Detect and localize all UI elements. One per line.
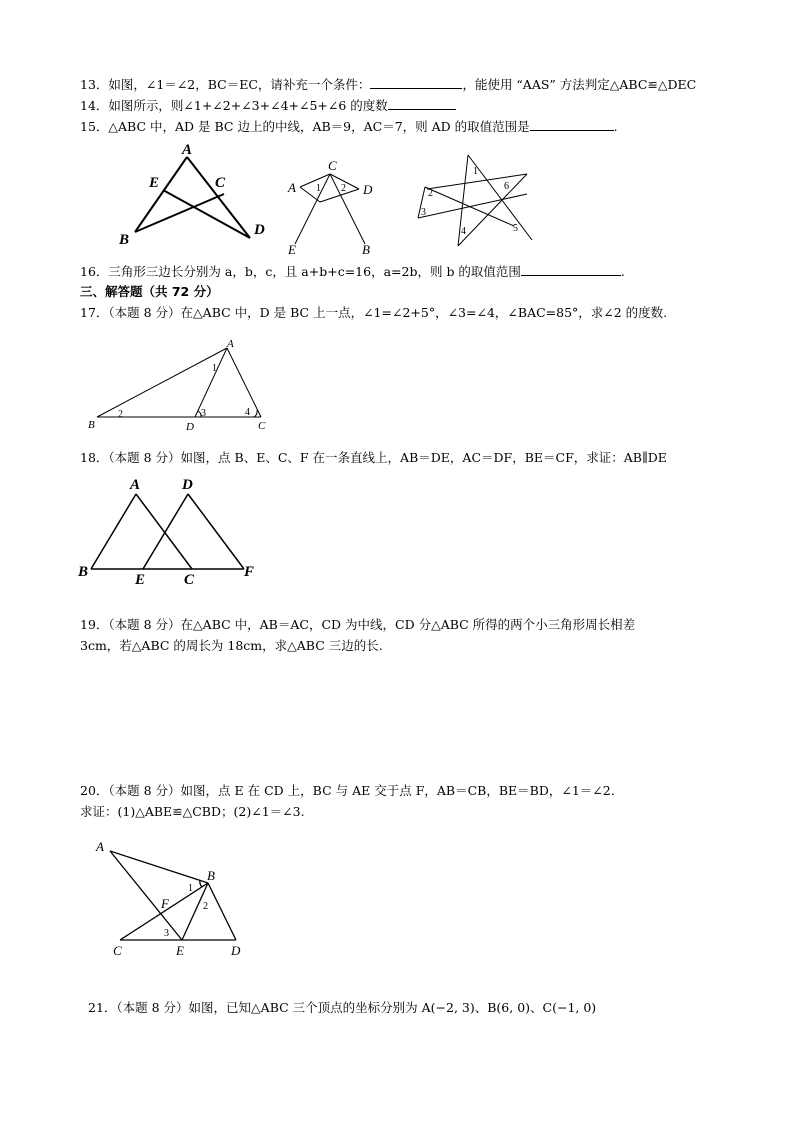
- q15-tail: .: [613, 119, 618, 134]
- angle-1: 1: [212, 363, 217, 374]
- question-20-line1: [80, 783, 615, 799]
- answer-blank-15[interactable]: [530, 118, 614, 131]
- question-16: [80, 263, 625, 280]
- angle-6: 6: [504, 181, 509, 192]
- angle-2: 2: [203, 901, 208, 912]
- label-C: C: [113, 943, 122, 958]
- q19-line2: 3cm，若△ABC 的周长为 18cm，求△ABC 三边的长.: [80, 638, 383, 653]
- question-15: [80, 118, 618, 135]
- question-19-line1: [80, 617, 635, 633]
- question-20-line2: [80, 804, 305, 820]
- figure-q17: [85, 336, 275, 436]
- angle-5: 5: [513, 223, 518, 234]
- label-D: D: [231, 943, 241, 958]
- q20-line1: 20．（本题 8 分）如图，点 E 在 CD 上，BC 与 AE 交于点 F，AB＝CB，BE＝BD，∠1＝∠2.: [80, 783, 615, 798]
- q16-tail: .: [620, 264, 625, 279]
- label-D: D: [254, 222, 265, 238]
- answer-blank-13[interactable]: [370, 76, 462, 89]
- angle-1: 1: [188, 883, 193, 894]
- label-E: E: [135, 572, 146, 588]
- label-D: D: [186, 421, 194, 433]
- figure-q20: [90, 834, 260, 964]
- angle-1: 1: [473, 166, 478, 177]
- q17-text: 17．（本题 8 分）在△ABC 中，D 是 BC 上一点，∠1=∠2+5°，∠3=∠4，∠BAC=85°，求∠2 的度数.: [80, 305, 668, 320]
- question-21: [88, 1000, 596, 1016]
- label-F: F: [244, 564, 255, 580]
- label-A: A: [288, 180, 296, 195]
- label-B: B: [362, 242, 370, 257]
- figure-q18: [76, 472, 266, 587]
- label-A: A: [227, 338, 234, 350]
- q16-text: 16．三角形三边长分别为 a，b，c，且 a+b+c=16，a=2b，则 b 的取值范围: [80, 264, 521, 279]
- angle-4: 4: [461, 226, 466, 237]
- label-C: C: [258, 420, 266, 432]
- q18-text: 18．（本题 8 分）如图，点 B、E、C、F 在一条直线上，AB＝DE，AC＝DF，BE＝CF，求证：AB∥DE: [80, 450, 667, 465]
- label-B: B: [88, 419, 95, 431]
- question-14: [80, 97, 456, 114]
- q13-tail: ，能使用 “AAS” 方法判定△ABC≌△DEC: [462, 77, 697, 92]
- q14-text: 14．如图所示，则∠1+∠2+∠3+∠4+∠5+∠6 的度数: [80, 98, 388, 113]
- label-D: D: [363, 182, 373, 197]
- answer-blank-16[interactable]: [521, 263, 621, 276]
- question-13: [80, 76, 696, 93]
- label-C: C: [215, 175, 226, 191]
- q19-line1: 19．（本题 8 分）在△ABC 中，AB＝AC，CD 为中线，CD 分△ABC 所得的两个小三角形周长相差: [80, 617, 636, 632]
- label-A: A: [182, 142, 193, 158]
- label-D: D: [182, 477, 193, 493]
- label-B: B: [78, 564, 89, 580]
- label-A: A: [96, 839, 104, 854]
- label-E: E: [288, 242, 296, 257]
- label-B: B: [119, 232, 130, 248]
- label-B: B: [207, 868, 215, 883]
- angle-3: 3: [201, 408, 206, 419]
- question-17: [80, 305, 667, 321]
- q15-text: 15．△ABC 中，AD 是 BC 边上的中线，AB＝9，AC＝7，则 AD 的取值范围是: [80, 119, 530, 134]
- angle-2: 2: [341, 183, 346, 194]
- angle-3: 3: [164, 928, 169, 939]
- figure-q13: [100, 138, 280, 248]
- angle-4: 4: [245, 407, 250, 418]
- q13-text: 13．如图，∠1＝∠2，BC＝EC，请补充一个条件：: [80, 77, 371, 92]
- question-19-line2: [80, 638, 383, 654]
- label-C: C: [328, 158, 337, 173]
- angle-1: 1: [316, 183, 321, 194]
- label-F: F: [161, 896, 169, 911]
- label-E: E: [176, 943, 184, 958]
- angle-3: 3: [421, 207, 426, 218]
- label-E: E: [149, 175, 160, 191]
- section-heading: 三、解答题（共 72 分）: [80, 284, 219, 299]
- q20-line2: 求证：(1)△ABE≌△CBD；(2)∠1＝∠3.: [80, 804, 305, 819]
- figure-q14-angles: [410, 152, 545, 247]
- angle-2: 2: [118, 409, 123, 420]
- label-A: A: [130, 477, 141, 493]
- question-18: [80, 450, 667, 466]
- answer-blank-14[interactable]: [388, 97, 456, 110]
- figure-q14-star: [283, 156, 383, 258]
- q21-text: 21．（本题 8 分）如图，已知△ABC 三个顶点的坐标分别为 A(−2, 3)、B(6, 0)、C(−1, 0): [88, 1000, 597, 1015]
- angle-2: 2: [428, 188, 433, 199]
- label-C: C: [184, 572, 195, 588]
